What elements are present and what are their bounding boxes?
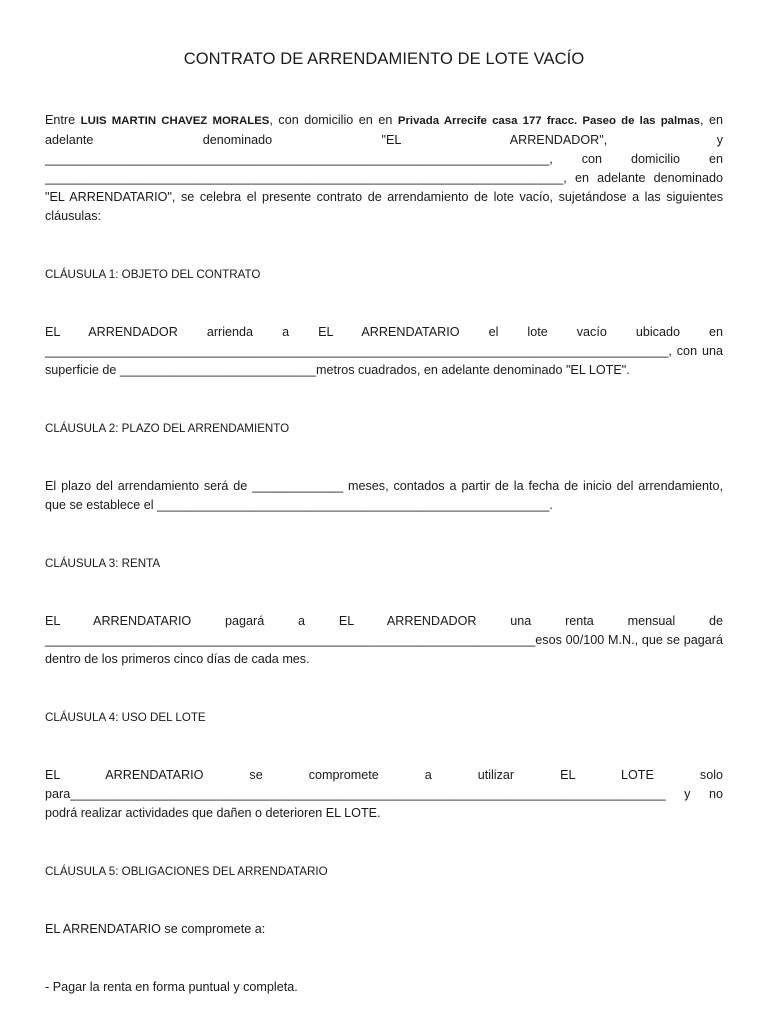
arrendador-name: LUIS MARTIN CHAVEZ MORALES: [80, 115, 270, 127]
clause-1-body: EL ARRENDADOR arrienda a EL ARRENDATARIO el lote vacío ubicado en _________________________________________________________________________________________, con una superficie de ____________________________metros cuadrados, en adelante denominado "EL LOTE".: [45, 325, 723, 377]
list-item: - Pagar la renta en forma puntual y completa.: [45, 980, 298, 994]
clause-5-body: EL ARRENDATARIO se compromete a:: [45, 922, 266, 936]
document-title: CONTRATO DE ARRENDAMIENTO DE LOTE VACÍO: [183, 50, 585, 68]
arrendador-address: Privada Arrecife casa 177 fracc. Paseo de las palmas: [397, 115, 700, 127]
clause-5-heading: CLÁUSULA 5: OBLIGACIONES DEL ARRENDATARIO: [45, 865, 328, 878]
clause-4-heading: CLÁUSULA 4: USO DEL LOTE: [45, 711, 206, 724]
clause-1-heading: CLÁUSULA 1: OBJETO DEL CONTRATO: [45, 268, 261, 281]
intro-text-2: , con domicilio en en: [269, 113, 398, 127]
intro-text-1: Entre: [45, 113, 81, 127]
clause-2-body: El plazo del arrendamiento será de _____________ meses, contados a partir de la fecha de inicio del arrendamiento, que se establece el ________________________________________________________.: [45, 479, 723, 512]
clause-4-body: EL ARRENDATARIO se compromete a utilizar EL LOTE solo para_____________________________________________________________________________________ y no podrá realizar actividades que dañen o deterioren EL LOTE.: [45, 768, 723, 820]
clause-3-body: EL ARRENDATARIO pagará a EL ARRENDADOR una renta mensual de ______________________________________________________________________esos 00/100 M.N., que se pagará dentro de los primeros cinco días de cada mes.: [45, 614, 723, 666]
intro-paragraph: [45, 111, 723, 226]
clause-3-heading: CLÁUSULA 3: RENTA: [45, 557, 161, 570]
intro-text-3: , en adelante denominado "EL ARRENDADOR", y ________________________________________________________________________, con domicilio en __________________________________________________________________________, en adelante denominado "EL ARRENDATARIO", se celebra el presente contrato de arrendamiento de lote vacío, sujetándose a las siguientes cláusulas:: [45, 113, 723, 223]
clause-2-heading: CLÁUSULA 2: PLAZO DEL ARRENDAMIENTO: [45, 422, 290, 435]
